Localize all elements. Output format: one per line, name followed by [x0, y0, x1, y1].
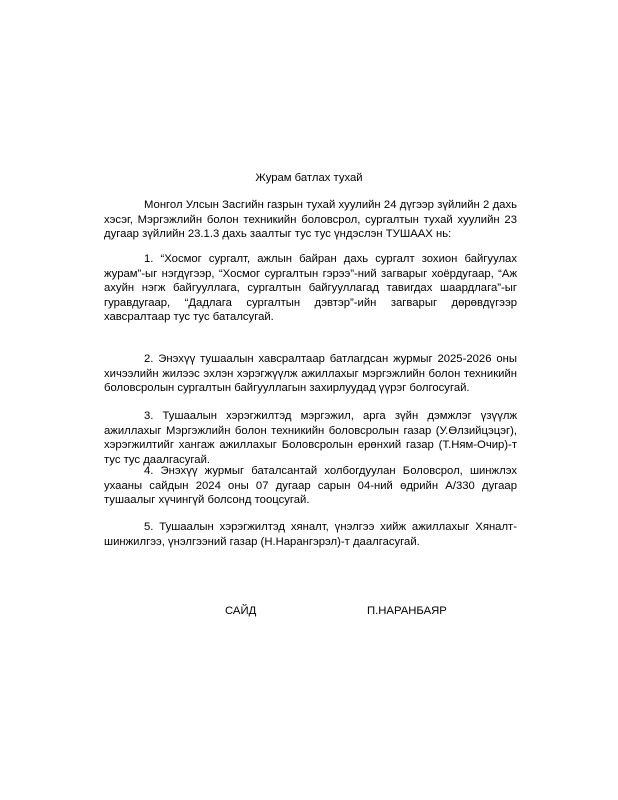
signatory-title: САЙД: [225, 605, 257, 617]
clause-paragraph-1: 1. “Хосмог сургалт, ажлын байран дахь сургалт зохион байгуулах журам”-ыг нэгдүгээр, “Хосмог сургалтын гэрээ”-ний загварыг хоёрдугаар, “Аж ахуйн нэгж байгууллага, сургалтын байгууллагад тавигдах шаардлага”-ыг гуравдугаар, “Дадлага сургалтын дэвтэр”-ийн загварыг дөрөвдүгээр хавсралтаар тус тус баталсугай.: [104, 253, 517, 324]
clause-paragraph-4: 4. Энэхүү журмыг баталсантай холбогдуулан Боловсрол, шинжлэх ухааны сайдын 2024 оны 07 дугаар сарын 04-ний өдрийн А/330 дугаар тушаалыг хүчингүй болсонд тооцсугай.: [104, 465, 517, 507]
clause-paragraph-3: 3. Тушаалын хэрэгжилтэд мэргэжил, арга зүйн дэмжлэг үзүүлж ажиллахыг Мэргэжлийн болон техникийн боловсролын газар (У.Өлзийцэцэг), хэрэгжилтийг хангаж ажиллахыг Боловсролын ерөнхий газар (Т.Ням-Очир)-т тус тус даалгасугай.: [104, 410, 517, 466]
document-title: Журам батлах тухай: [255, 172, 363, 184]
clause-paragraph-2: 2. Энэхүү тушаалын хавсралтаар батлагдсан журмыг 2025-2026 оны хичээлийн жилээс эхлэн хэрэгжүүлж ажиллахыг мэргэжлийн болон техникийн боловсролын сургалтын байгууллагын захирлуудад үүрэг болгосугай.: [104, 353, 517, 395]
clause-paragraph-5: 5. Тушаалын хэрэгжилтэд хяналт, үнэлгээ хийж ажиллахыг Хяналт-шинжилгээ, үнэлгээний газар (Н.Нарангэрэл)-т даалгасугай.: [104, 521, 517, 548]
intro-paragraph: Монгол Улсын Засгийн газрын тухай хуулийн 24 дүгээр зүйлийн 2 дахь хэсэг, Мэргэжлийн болон техникийн боловсрол, сургалтын тухай хуулийн 23 дугаар зүйлийн 23.1.3 дахь заалтыг тус тус үндэслэн ТУШААХ нь:: [104, 199, 517, 241]
signatory-name: П.НАРАНБАЯР: [367, 605, 447, 617]
